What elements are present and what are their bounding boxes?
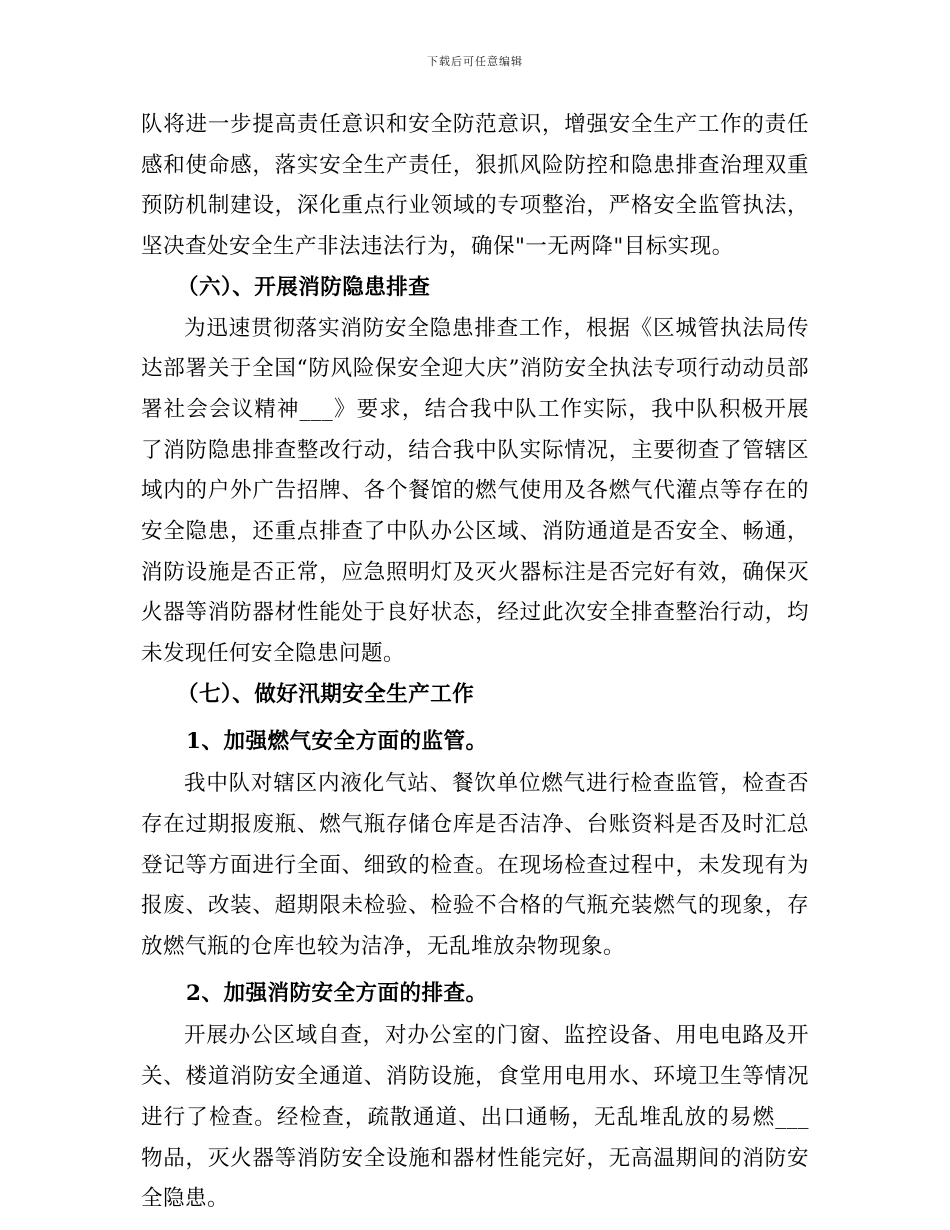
- subsection-heading-7-1: 1、加强燃气安全方面的监管。: [186, 728, 488, 754]
- paragraph-4: 开展办公区域自查，对办公室的门窗、监控设备、用电电路及开关、楼道消防安全通道、消防设施，食堂用电用水、环境卫生等情况进行了检查。经检查，疏散通道、出口通畅，无乱堆乱放的易燃___物品，灭火器等消防安全设施和器材性能完好，无高温期间的消防安全隐患。: [141, 1023, 809, 1212]
- paragraph-1: 队将进一步提高责任意识和安全防范意识，增强安全生产工作的责任感和使命感，落实安全生产责任，狠抓风险防控和隐患排查治理双重预防机制建设，深化重点行业领域的专项整治，严格安全监管执法，坚决查处安全生产非法违法行为，确保"一无两降"目标实现。: [141, 112, 809, 260]
- section-heading-7: （七）、做好汛期安全生产工作: [177, 681, 475, 707]
- document-body: [141, 105, 809, 1220]
- subsection-heading-7-2: 2、加强消防安全方面的排查。: [186, 980, 488, 1006]
- paragraph-3: 我中队对辖区内液化气站、餐饮单位燃气进行检查监管，检查否存在过期报废瓶、燃气瓶存储仓库是否洁净、台账资料是否及时汇总登记等方面进行全面、细致的检查。在现场检查过程中，未发现有为报废、改装、超期限未检验、检验不合格的气瓶充装燃气的现象，存放燃气瓶的仓库也较为洁净，无乱堆放杂物现象。: [141, 771, 809, 960]
- paragraph-2: 为迅速贯彻落实消防安全隐患排查工作，根据《区城管执法局传达部署关于全国“防风险保安全迎大庆”消防安全执法专项行动动员部署社会会议精神___》要求，结合我中队工作实际，我中队积极开展了消防隐患排查整改行动，结合我中队实际情况，主要彻查了管辖区域内的户外广告招牌、各个餐馆的燃气使用及各燃气代灌点等存在的安全隐患，还重点排查了中队办公区域、消防通道是否安全、畅通，消防设施是否正常，应急照明灯及灭火器标注是否完好有效，确保灭火器等消防器材性能处于良好状态，经过此次安全排查整治行动，均未发现任何安全隐患问题。: [141, 315, 809, 667]
- page-header: 下载后可任意编辑: [427, 55, 523, 68]
- section-heading-6: （六）、开展消防隐患排查: [177, 274, 431, 300]
